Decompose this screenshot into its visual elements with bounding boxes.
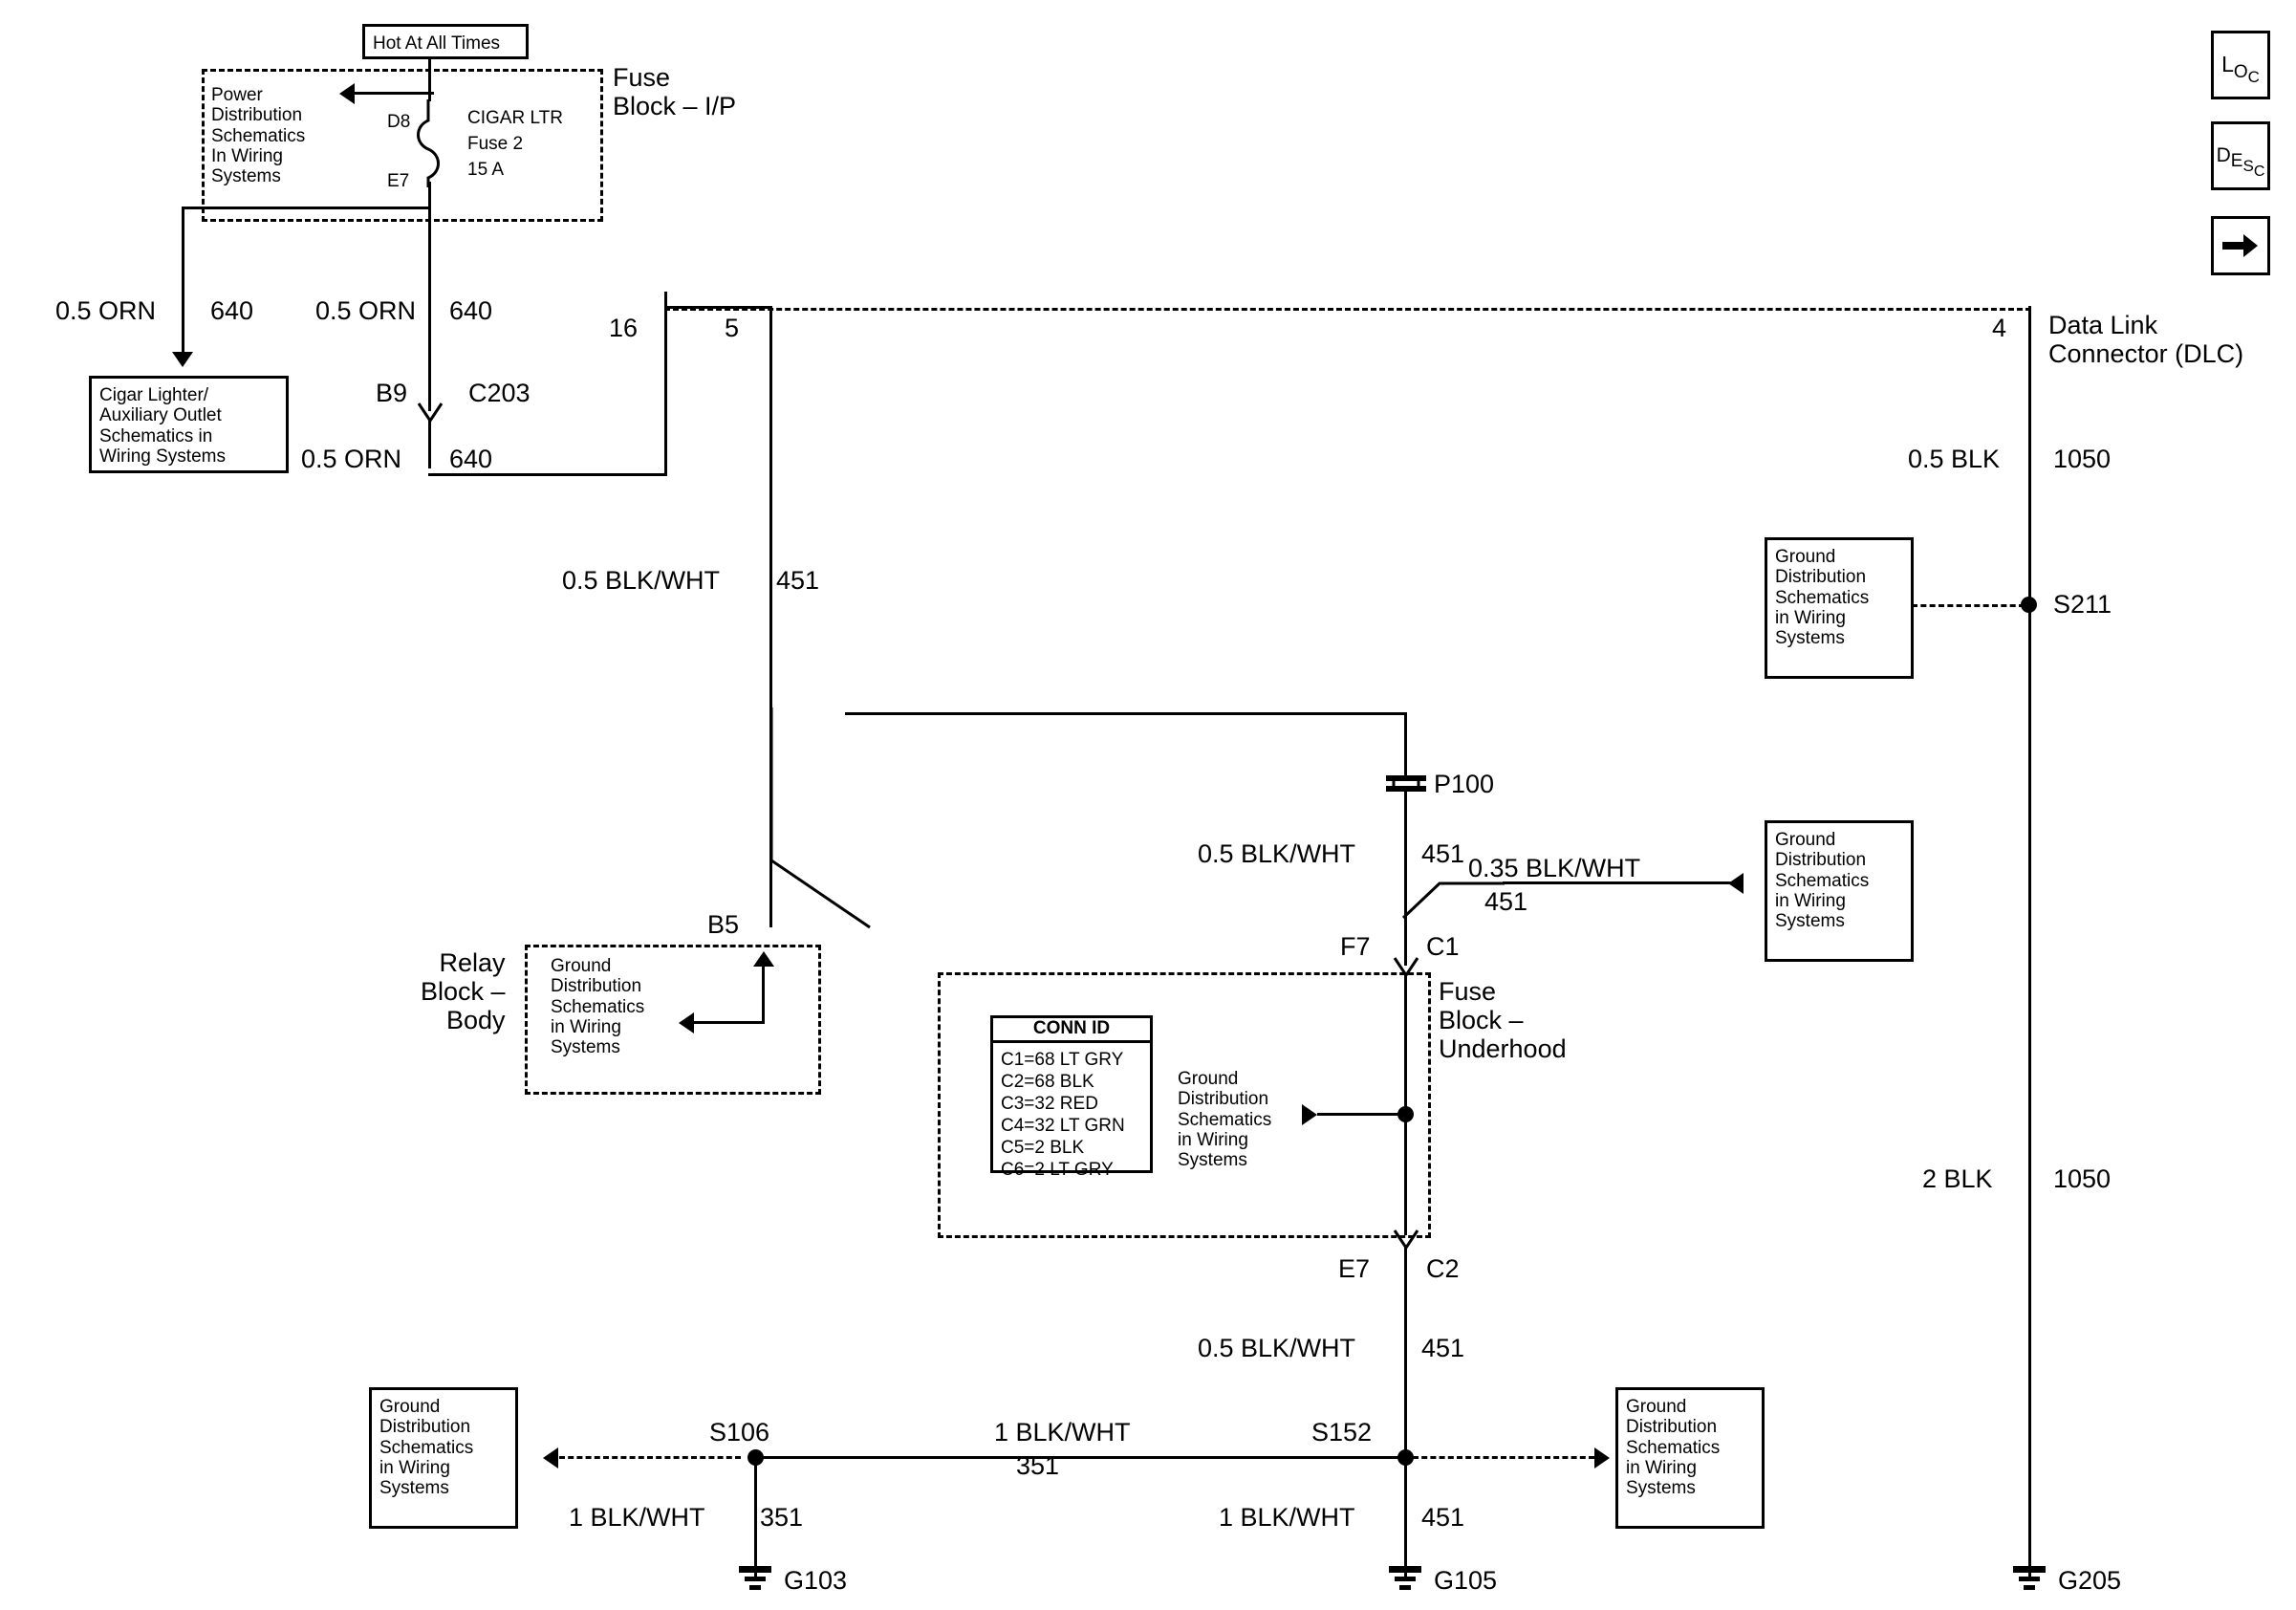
dashed-s106-ref (559, 1456, 741, 1459)
blkwht-351-mid-number: 351 (1016, 1451, 1060, 1480)
nav-button-loc[interactable] (2211, 31, 2270, 99)
conn-id-box (990, 1015, 1153, 1180)
conn-id-row-2: C3=32 RED (1001, 1094, 1098, 1114)
ground-symbol-g103-icon (733, 1564, 777, 1597)
dlc-label: Data Link Connector (DLC) (2048, 311, 2244, 369)
wire-d8-stub (428, 92, 431, 101)
arrow-ground-dist-s106-icon (543, 1447, 558, 1469)
blk-1050-bottom-label: 2 BLK (1922, 1164, 1993, 1193)
blk-1050-top-number: 1050 (2053, 445, 2112, 473)
blk-1050-bottom-number: 1050 (2053, 1164, 2112, 1193)
s152-label: S152 (1311, 1418, 1373, 1447)
c1-label: C1 (1426, 932, 1460, 961)
s106-label: S106 (709, 1418, 770, 1447)
blkwht-451-top-number: 451 (776, 566, 820, 595)
relay-block-body-label: Relay Block – Body (421, 948, 506, 1035)
ground-dist-p100-ref-box (1765, 820, 1914, 962)
c2-label: C2 (1426, 1254, 1460, 1283)
arrow-relay-ground-icon (753, 951, 774, 967)
wire-relay-ground-arrow (693, 1021, 765, 1024)
conn-id-row-3: C4=32 LT GRN (1001, 1116, 1125, 1136)
wire-b5-diagonal (755, 707, 879, 937)
dlc-pin-16-label: 16 (609, 314, 639, 342)
ground-dist-s211-ref-box (1765, 537, 1914, 679)
arrow-cigar-lighter-icon (172, 352, 193, 367)
fuse-block-ip-label: Fuse Block – I/P (613, 63, 737, 121)
blkwht-351-g103-label: 1 BLK/WHT (569, 1503, 705, 1532)
blkwht-451-lower-label: 0.5 BLK/WHT (1198, 1334, 1356, 1362)
ground-dist-s106-ref-label: Ground Distribution Schematics in Wiring Systems (379, 1397, 474, 1499)
wire-ground-dist-conn (1317, 1113, 1405, 1116)
wire-dlc-pin16-down (664, 306, 667, 476)
conn-id-row-1: C2=68 BLK (1001, 1072, 1094, 1092)
junction-dot-underhood (1397, 1106, 1414, 1122)
blkwht-451-lower-number: 451 (1421, 1334, 1465, 1362)
fuse-name-label: CIGAR LTR (467, 108, 563, 128)
e7-label: E7 (1338, 1254, 1371, 1283)
g205-label: G205 (2058, 1566, 2122, 1595)
blkwht-451-g105-label: 1 BLK/WHT (1219, 1503, 1355, 1532)
blkwht-351-g103-number: 351 (760, 1503, 804, 1532)
wire-orn-mid-vertical (428, 182, 431, 411)
arrow-relay-ground-left-icon (679, 1012, 694, 1033)
blkwht-451-branch-number: 451 (1484, 887, 1528, 916)
hot-at-all-times-box (362, 24, 529, 59)
orn-mid-wire-label: 0.5 ORN (315, 296, 417, 325)
cigar-lighter-ref-label: Cigar Lighter/ Auxiliary Outlet Schematics in Wiring Systems (99, 385, 226, 467)
c203-pin-label: B9 (376, 379, 408, 407)
arrow-ground-dist-conn-icon (1302, 1104, 1317, 1125)
ground-dist-relay-ref-label: Ground Distribution Schematics in Wiring Systems (551, 956, 645, 1058)
fuse-pin-d8-label: D8 (387, 112, 411, 132)
power-distribution-ref-label: Power Distribution Schematics In Wiring Systems (211, 85, 306, 187)
ground-symbol-g105-icon (1383, 1564, 1427, 1597)
dlc-pin-4-label: 4 (1992, 314, 2007, 342)
conn-id-row-4: C5=2 BLK (1001, 1138, 1085, 1158)
blkwht-351-mid-label: 1 BLK/WHT (994, 1418, 1131, 1447)
ground-dist-s152-ref-box (1615, 1387, 1765, 1529)
fuse-block-underhood-label: Fuse Block – Underhood (1439, 977, 1567, 1064)
fuse-number-label: Fuse 2 (467, 134, 524, 154)
orn-mid-wire-number: 640 (449, 296, 493, 325)
wire-e7-left (182, 207, 431, 209)
nav-button-next[interactable] (2211, 216, 2270, 275)
wire-cigar-down (182, 207, 184, 358)
ground-dist-p100-ref-label: Ground Distribution Schematics in Wiring Systems (1775, 830, 1870, 932)
c203-label: C203 (468, 379, 531, 407)
ground-dist-s211-ref-label: Ground Distribution Schematics in Wiring Systems (1775, 547, 1870, 649)
wire-1050-dlc-down (2028, 306, 2031, 1579)
p100-label: P100 (1434, 770, 1495, 798)
fuse-pin-e7-label: E7 (387, 171, 410, 191)
dlc-pin-5-label: 5 (725, 314, 740, 342)
g105-label: G105 (1434, 1566, 1498, 1595)
nav-desc-label: DESC (2216, 144, 2265, 181)
b5-label: B5 (707, 910, 740, 939)
conn-id-row-5: C6=2 LT GRY (1001, 1160, 1114, 1180)
nav-button-desc[interactable] (2211, 121, 2270, 190)
wire-451-g105-down (1404, 1456, 1407, 1578)
blkwht-451-p100-number: 451 (1421, 839, 1465, 868)
blkwht-451-g105-number: 451 (1421, 1503, 1465, 1532)
wire-orn-low-vertical (428, 421, 431, 468)
blkwht-451-top-label: 0.5 BLK/WHT (562, 566, 721, 595)
wire-351-bus (755, 1456, 1407, 1459)
dlc-bus-dashed (664, 308, 2031, 311)
conn-id-row-0: C1=68 LT GRY (1001, 1050, 1124, 1070)
cigar-lighter-ref-box (89, 376, 289, 473)
conn-id-title: CONN ID (993, 1018, 1150, 1043)
orn-left-wire-label: 0.5 ORN (55, 296, 157, 325)
ground-symbol-g205-icon (2007, 1564, 2051, 1597)
blkwht-451-p100-label: 0.5 BLK/WHT (1198, 839, 1356, 868)
fuse-symbol-icon (411, 99, 445, 187)
blkwht-451-branch-label: 0.35 BLK/WHT (1468, 854, 1641, 882)
ground-dist-s152-ref-label: Ground Distribution Schematics in Wiring Systems (1626, 1397, 1721, 1499)
f7-label: F7 (1340, 932, 1371, 961)
wire-451-c2-down (1404, 1248, 1407, 1456)
dashed-s211-ref (1912, 604, 2025, 607)
wire-351-g103-down (754, 1456, 757, 1578)
arrow-power-distribution-icon (339, 83, 355, 104)
wire-fuse-to-power-dist (354, 92, 434, 95)
arrow-ground-dist-s152-icon (1594, 1447, 1610, 1469)
orn-low-wire-number: 640 (449, 445, 493, 473)
fuse-rating-label: 15 A (467, 160, 505, 180)
blk-1050-top-label: 0.5 BLK (1908, 445, 2001, 473)
arrow-right-icon (2222, 233, 2259, 258)
hot-at-all-times-label: Hot At All Times (373, 33, 501, 54)
nav-loc-label: $L_{OC}$ (2221, 52, 2260, 87)
arrow-ground-dist-p100-icon (1728, 873, 1744, 894)
dashed-s152-ref (1413, 1456, 1594, 1459)
orn-low-wire-label: 0.5 ORN (301, 445, 402, 473)
g103-label: G103 (784, 1566, 848, 1595)
wire-underhood-internal (1404, 975, 1407, 1235)
wire-dlc-bus-left (664, 306, 771, 309)
orn-left-wire-number: 640 (210, 296, 254, 325)
ground-dist-conn-ref-label: Ground Distribution Schematics in Wiring Systems (1178, 1069, 1272, 1171)
wire-relay-ground-up (762, 964, 765, 1023)
ground-dist-s106-ref-box (369, 1387, 518, 1529)
s211-label: S211 (2053, 590, 2112, 619)
wire-orn-low-horizontal (428, 473, 667, 476)
wire-451-top-horizontal (845, 712, 1407, 715)
